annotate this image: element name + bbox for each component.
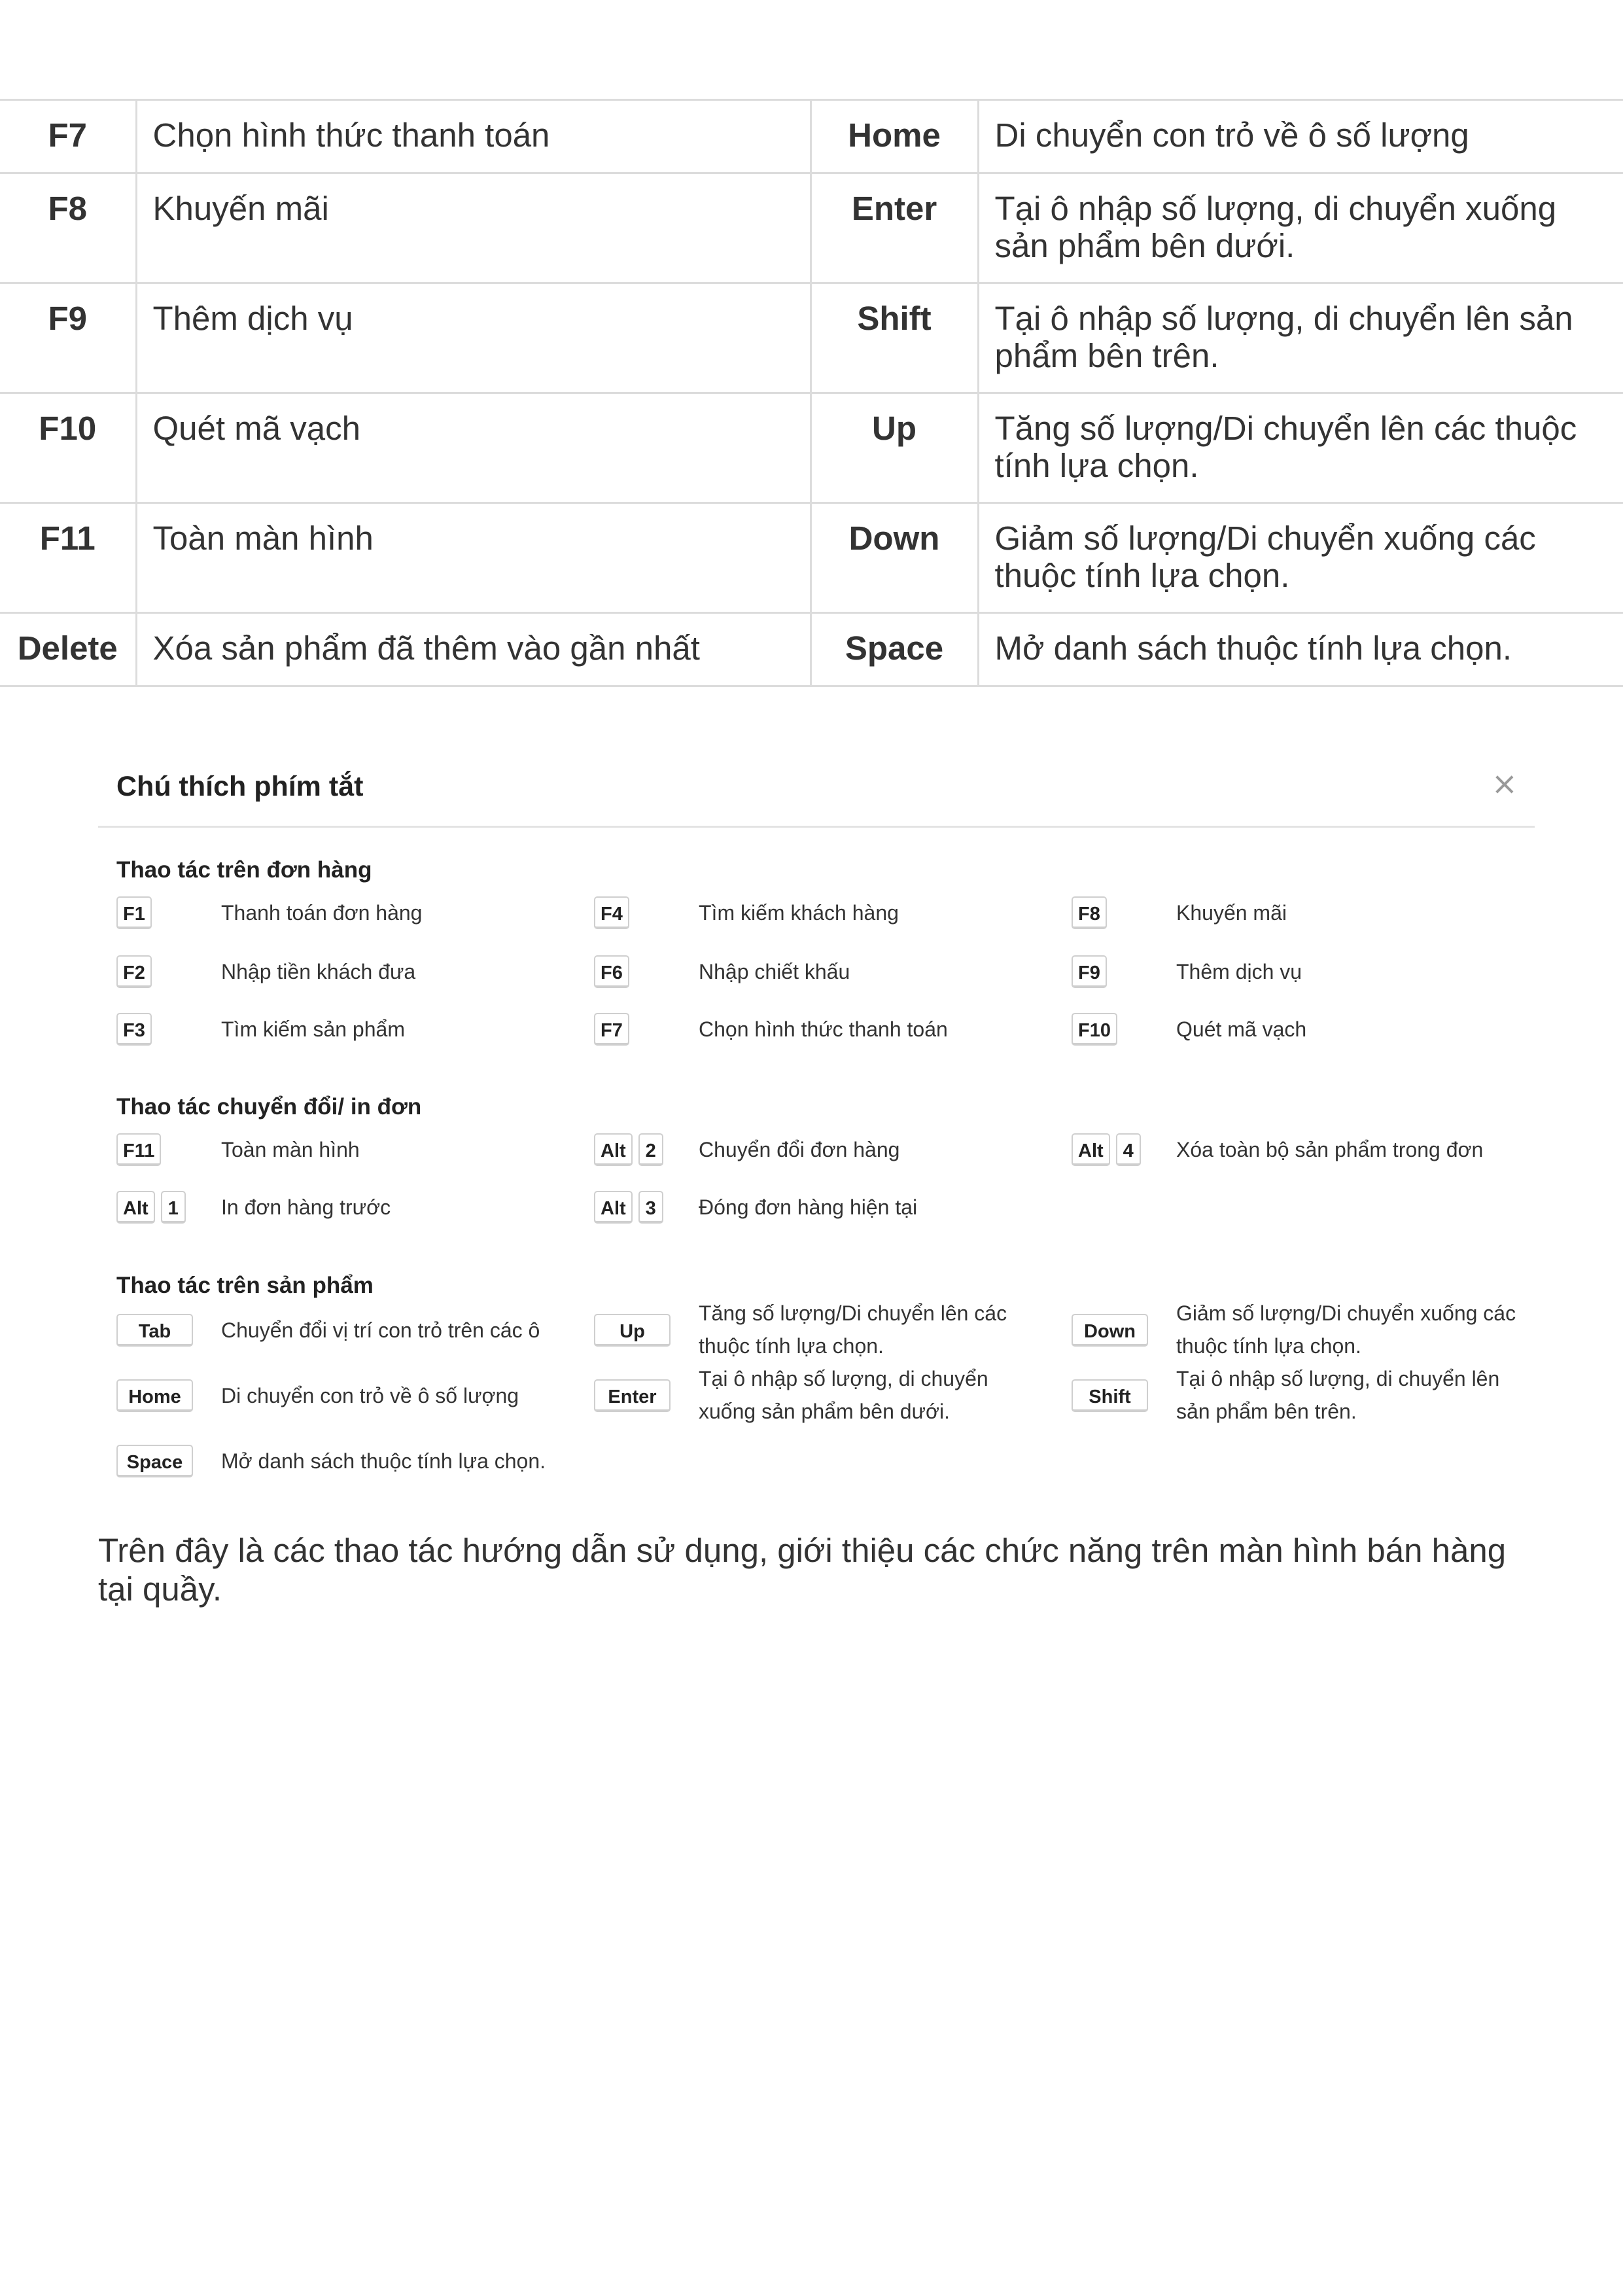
keycap: Alt bbox=[594, 1133, 633, 1166]
shortcut-description: Giảm số lượng/Di chuyển xuống các thuộc tính lựa chọn. bbox=[978, 503, 1623, 613]
shortcut-description: Tại ô nhập số lượng, di chuyển xuống sản phẩm bên dưới. bbox=[699, 1367, 988, 1423]
modal-title: Chú thích phím tắt bbox=[116, 771, 364, 802]
keycap: Home bbox=[116, 1379, 193, 1412]
shortcut-item bbox=[594, 1367, 1052, 1445]
keycap: F7 bbox=[594, 1013, 629, 1046]
shortcut-item bbox=[116, 1445, 640, 1484]
shortcut-description: Toàn màn hình bbox=[221, 1138, 360, 1161]
keycap: 4 bbox=[1116, 1133, 1141, 1166]
keycap: 2 bbox=[638, 1133, 663, 1166]
shortcut-description: Mở danh sách thuộc tính lựa chọn. bbox=[221, 1449, 546, 1473]
keycap: Enter bbox=[594, 1379, 671, 1412]
shortcut-key: Enter bbox=[811, 173, 978, 283]
keycap: Alt bbox=[594, 1191, 633, 1224]
close-icon[interactable]: × bbox=[1491, 766, 1518, 802]
shortcut-description: Chuyển đổi vị trí con trỏ trên các ô bbox=[221, 1318, 540, 1342]
keycap: Space bbox=[116, 1445, 193, 1477]
shortcut-description: Thêm dịch vụ bbox=[1176, 960, 1302, 983]
keycap: F8 bbox=[1072, 896, 1107, 929]
keycap: Alt bbox=[116, 1191, 155, 1224]
table-row bbox=[0, 613, 1623, 686]
shortcut-item bbox=[594, 955, 1052, 995]
keycap: F1 bbox=[116, 896, 152, 929]
shortcut-description: Chuyển đổi đơn hàng bbox=[699, 1138, 900, 1161]
shortcut-item bbox=[116, 1191, 574, 1230]
shortcut-key: F8 bbox=[0, 173, 136, 283]
shortcut-description: Quét mã vạch bbox=[1176, 1017, 1307, 1041]
shortcut-description: Thanh toán đơn hàng bbox=[221, 901, 423, 925]
shortcut-description: Thêm dịch vụ bbox=[136, 283, 811, 393]
keycap: Down bbox=[1072, 1314, 1148, 1347]
table-row bbox=[0, 283, 1623, 393]
shortcut-item bbox=[1072, 1013, 1529, 1052]
shortcut-item bbox=[594, 1191, 1052, 1230]
shortcut-key: Shift bbox=[811, 283, 978, 393]
shortcut-description: Quét mã vạch bbox=[136, 393, 811, 503]
keycap: F2 bbox=[116, 955, 152, 988]
shortcut-description: Nhập chiết khấu bbox=[699, 960, 850, 983]
shortcut-description: Tại ô nhập số lượng, di chuyển xuống sản phẩm bên dưới. bbox=[978, 173, 1623, 283]
shortcut-item bbox=[116, 1314, 574, 1353]
keycap: F3 bbox=[116, 1013, 152, 1046]
keycap: F6 bbox=[594, 955, 629, 988]
shortcut-description: Di chuyển con trỏ về ô số lượng bbox=[221, 1384, 519, 1407]
shortcut-key: F7 bbox=[0, 100, 136, 173]
keycap: F11 bbox=[116, 1133, 161, 1166]
shortcut-item bbox=[116, 955, 574, 995]
shortcut-description: Tại ô nhập số lượng, di chuyển lên sản phẩm bên trên. bbox=[978, 283, 1623, 393]
shortcut-key: Delete bbox=[0, 613, 136, 686]
keycap: 3 bbox=[638, 1191, 663, 1224]
shortcut-description: Toàn màn hình bbox=[136, 503, 811, 613]
shortcut-key: F9 bbox=[0, 283, 136, 393]
shortcut-description: Giảm số lượng/Di chuyển xuống các thuộc tính lựa chọn. bbox=[1176, 1301, 1516, 1358]
shortcut-item bbox=[1072, 955, 1529, 995]
shortcut-description: Tìm kiếm khách hàng bbox=[699, 901, 899, 925]
shortcut-item bbox=[116, 896, 574, 936]
shortcut-description: Xóa toàn bộ sản phẩm trong đơn bbox=[1176, 1138, 1484, 1161]
shortcut-item bbox=[594, 1133, 1052, 1173]
shortcut-item bbox=[116, 1013, 574, 1052]
shortcut-description: Tìm kiếm sản phẩm bbox=[221, 1017, 405, 1041]
shortcut-description: Di chuyển con trỏ về ô số lượng bbox=[978, 100, 1623, 173]
section-title-product: Thao tác trên sản phẩm bbox=[116, 1273, 374, 1298]
shortcut-description: Xóa sản phẩm đã thêm vào gần nhất bbox=[136, 613, 811, 686]
shortcut-legend-modal bbox=[98, 746, 1535, 1498]
keycap: Alt bbox=[1072, 1133, 1110, 1166]
keycap: Tab bbox=[116, 1314, 193, 1347]
keycap: 1 bbox=[161, 1191, 186, 1224]
keycap: F9 bbox=[1072, 955, 1107, 988]
shortcut-key: Down bbox=[811, 503, 978, 613]
shortcut-description: Chọn hình thức thanh toán bbox=[699, 1017, 948, 1041]
table-row bbox=[0, 393, 1623, 503]
shortcut-item bbox=[1072, 1133, 1529, 1173]
shortcut-description: Khuyến mãi bbox=[136, 173, 811, 283]
section-title-order: Thao tác trên đơn hàng bbox=[116, 857, 372, 883]
table-row bbox=[0, 503, 1623, 613]
shortcut-item bbox=[594, 1013, 1052, 1052]
shortcut-description: In đơn hàng trước bbox=[221, 1195, 391, 1219]
shortcut-item bbox=[594, 896, 1052, 936]
shortcut-description: Chọn hình thức thanh toán bbox=[136, 100, 811, 173]
divider bbox=[98, 826, 1535, 828]
shortcut-key: F11 bbox=[0, 503, 136, 613]
keycap: F4 bbox=[594, 896, 629, 929]
shortcut-item bbox=[116, 1379, 574, 1419]
shortcut-table bbox=[0, 99, 1623, 687]
shortcut-description: Mở danh sách thuộc tính lựa chọn. bbox=[978, 613, 1623, 686]
section-title-switch-print: Thao tác chuyển đổi/ in đơn bbox=[116, 1094, 422, 1120]
shortcut-description: Tăng số lượng/Di chuyển lên các thuộc tính lựa chọn. bbox=[699, 1301, 1007, 1358]
shortcut-key: Space bbox=[811, 613, 978, 686]
shortcut-key: Home bbox=[811, 100, 978, 173]
shortcut-description: Khuyến mãi bbox=[1176, 901, 1287, 925]
shortcut-description: Đóng đơn hàng hiện tại bbox=[699, 1195, 918, 1219]
summary-paragraph: Trên đây là các thao tác hướng dẫn sử dụng, giới thiệu các chức năng trên màn hình bán hàng tại quầy. bbox=[98, 1532, 1507, 1608]
table-row bbox=[0, 173, 1623, 283]
shortcut-description: Tăng số lượng/Di chuyển lên các thuộc tính lựa chọn. bbox=[978, 393, 1623, 503]
keycap: F10 bbox=[1072, 1013, 1117, 1046]
shortcut-description: Nhập tiền khách đưa bbox=[221, 960, 416, 983]
table-row bbox=[0, 100, 1623, 173]
shortcut-item bbox=[1072, 896, 1529, 936]
shortcut-item bbox=[1072, 1367, 1529, 1445]
shortcut-key: Up bbox=[811, 393, 978, 503]
keycap: Up bbox=[594, 1314, 671, 1347]
shortcut-description: Tại ô nhập số lượng, di chuyển lên sản phẩm bên trên. bbox=[1176, 1367, 1500, 1423]
shortcut-key: F10 bbox=[0, 393, 136, 503]
keycap: Shift bbox=[1072, 1379, 1148, 1412]
shortcut-item bbox=[116, 1133, 574, 1173]
